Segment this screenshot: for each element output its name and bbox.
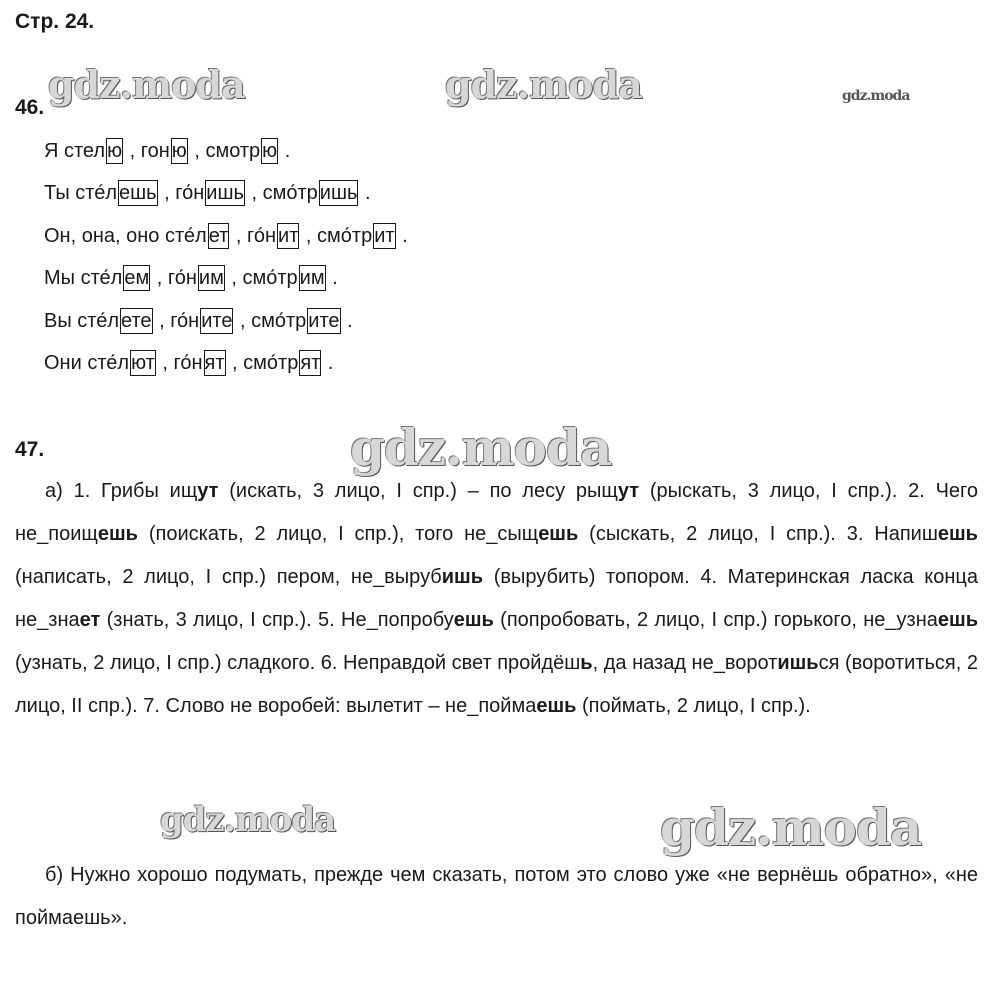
conjugation-row [44,350,333,376]
verb-text: Ты сте́л [44,182,117,204]
ending-box: ишь [319,182,358,204]
text-segment: (узнать, 2 лицо, I спр.) сладкого. 6. Неправдой свет пройдёш [15,652,581,674]
ending-box: ем [124,267,150,289]
text-segment: (поискать, 2 лицо, I спр.), того не_сыщ [137,523,539,545]
bold-ending: ешь [97,523,138,545]
ending-box: ит [278,225,299,247]
bold-ending: ь [580,652,593,674]
watermark-logo: gdz.moda [160,800,336,840]
page-header: Стр. 24. [15,10,95,33]
verb-text: , го́н [151,267,197,289]
watermark-logo: gdz.moda [660,798,922,857]
verb-text: , смо́тр [234,310,307,332]
exercise-47-part-a [15,470,978,728]
verb-text: , гон [124,140,170,162]
exercise-47-number: 47. [15,438,45,461]
exercise-46-number: 46. [15,96,45,119]
text-segment: (знать, 3 лицо, I спр.). 5. Не_попробу [100,609,454,631]
text-segment: , да назад не_ворот [592,652,778,674]
text-segment: (искать, 3 лицо, I спр.) – по лесу рыщ [218,480,618,502]
verb-text: . [396,225,408,247]
watermark-logo: gdz.moda [350,418,612,477]
conjugation-row [44,138,290,164]
verb-text: , смо́тр [226,352,299,374]
verb-text: Вы сте́л [44,310,119,332]
text-segment: а) 1. Грибы ищ [45,480,198,502]
text-segment: (поймать, 2 лицо, I спр.). [576,695,811,717]
bold-ending: ишь [441,566,484,588]
verb-text: . [322,352,334,374]
verb-text: Они сте́л [44,352,130,374]
ending-box: ят [204,352,225,374]
verb-text: . [326,267,338,289]
ending-box: ю [171,140,187,162]
exercise-47-part-b: б) Нужно хорошо подумать, прежде чем сказать, потом это слово уже «не вернёшь обратно», «не поймаешь». [15,864,978,929]
text-segment: (сыскать, 2 лицо, I спр.). 3. Напиш [578,523,938,545]
ending-box: ите [201,310,233,332]
verb-text: , смо́тр [300,225,373,247]
bold-ending: ут [197,480,219,502]
ending-box: ит [374,225,395,247]
bold-ending: ешь [453,609,494,631]
verb-text: , смотр [188,140,261,162]
conjugation-row [44,265,338,291]
text-segment: ся (воротиться, 2 лицо, II спр.). 7. Слово не воробей: вылетит – не_пойма [15,652,978,717]
text-segment: (попробовать, 2 лицо, I спр.) горького, не_узна [493,609,938,631]
verb-text: Я стел [44,140,106,162]
ending-box: ешь [119,182,157,204]
ending-box: ю [107,140,123,162]
bold-ending: ешь [536,695,577,717]
ending-box: ите [308,310,340,332]
verb-text: . [341,310,353,332]
bold-ending: ешь [538,523,579,545]
text-segment: (написать, 2 лицо, I спр.) пером, не_выруб [15,566,442,588]
bold-ending: ишь [777,652,819,674]
verb-text: , смо́тр [245,182,318,204]
ending-box: ет [208,225,229,247]
ending-box: ишь [206,182,244,204]
bold-ending: ет [79,609,101,631]
bold-ending: ешь [937,523,978,545]
text-segment: (вырубить) топором. 4. Материнская ласка конца не_зна [15,566,978,631]
ending-box: им [198,267,224,289]
bold-ending: ешь [937,609,978,631]
watermark-logo: gdz.moda [445,62,642,107]
verb-text: . [279,140,291,162]
verb-text: , го́н [158,182,205,204]
verb-text: , го́н [156,352,203,374]
conjugation-row [44,223,408,249]
watermark-logo: gdz.moda [842,88,910,104]
conjugation-row [44,180,371,206]
verb-text: , смо́тр [225,267,298,289]
ending-box: им [299,267,325,289]
verb-text: , го́н [230,225,277,247]
ending-box: ете [121,310,152,332]
verb-text: . [359,182,371,204]
verb-text: , го́н [153,310,200,332]
ending-box: ят [300,352,321,374]
conjugation-row [44,308,353,334]
bold-ending: ут [617,480,640,502]
watermark-logo: gdz.moda [48,62,245,107]
verb-text: Мы сте́л [44,267,123,289]
text-segment: (рыскать, 3 лицо, I спр.). 2. Чего не_поищ [15,480,979,545]
ending-box: ю [262,140,278,162]
ending-box: ют [131,352,155,374]
verb-text: Он, она, оно сте́л [44,225,207,247]
